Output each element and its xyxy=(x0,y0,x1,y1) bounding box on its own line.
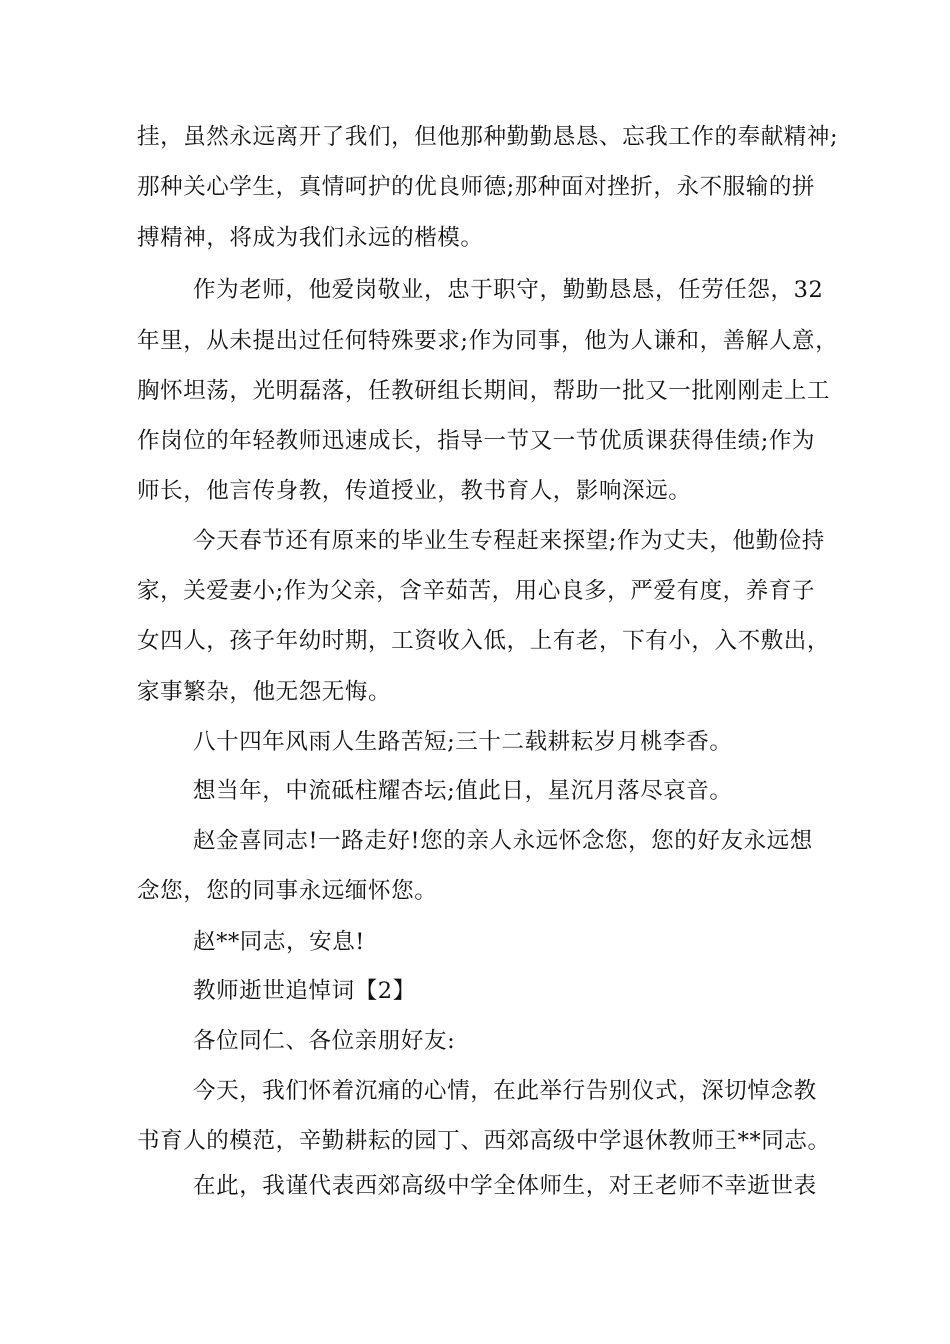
text-line: 八十四年风雨人生路苦短;三十二载耕耘岁月桃李香。 xyxy=(193,729,733,755)
text-line: 家，关爱妻小;作为父亲，含辛茹苦，用心良多，严爱有度，养育子 xyxy=(137,578,816,604)
text-line: 作为老师，他爱岗敬业，忠于职守，勤勤恳恳，任劳任怨，32 xyxy=(193,277,824,303)
text-line: 搏精神，将成为我们永远的楷模。 xyxy=(137,225,484,251)
text-line: 书育人的模范，辛勤耕耘的园丁、西郊高级中学退休教师王**同志。 xyxy=(137,1128,831,1154)
text-line: 今天，我们怀着沉痛的心情，在此举行告别仪式，深切悼念教 xyxy=(193,1078,817,1104)
salutation: 各位同仁、各位亲朋好友: xyxy=(193,1028,456,1054)
text-line: 胸怀坦荡，光明磊落，任教研组长期间，帮助一批又一批刚刚走上工 xyxy=(137,378,831,404)
text-line: 想当年，中流砥柱耀杏坛;值此日，星沉月落尽哀音。 xyxy=(193,778,733,804)
text-line: 赵金喜同志!一路走好!您的亲人永远怀念您，您的好友永远想 xyxy=(193,828,813,854)
text-line: 那种关心学生，真情呵护的优良师德;那种面对挫折，永不服输的拼 xyxy=(137,174,816,200)
text-line: 挂，虽然永远离开了我们，但他那种勤勤恳恳、忘我工作的奉献精神; xyxy=(137,124,839,150)
section-heading: 教师逝世追悼词【2】 xyxy=(193,978,416,1004)
text-line: 师长，他言传身教，传道授业，教书育人，影响深远。 xyxy=(137,478,692,504)
text-line: 念您，您的同事永远缅怀您。 xyxy=(137,878,438,904)
text-line: 赵**同志，安息! xyxy=(193,929,365,955)
text-line: 年里，从未提出过任何特殊要求;作为同事，他为人谦和，善解人意， xyxy=(137,328,839,354)
text-line: 作岗位的年轻教师迅速成长，指导一节又一节优质课获得佳绩;作为 xyxy=(137,428,816,454)
text-line: 女四人，孩子年幼时期，工资收入低，上有老，下有小，入不敷出， xyxy=(137,628,831,654)
text-line: 今天春节还有原来的毕业生专程赶来探望;作为丈夫，他勤俭持 xyxy=(193,528,825,554)
text-line: 家事繁杂，他无怨无悔。 xyxy=(137,679,392,705)
text-line: 在此，我谨代表西郊高级中学全体师生，对王老师不幸逝世表 xyxy=(193,1173,817,1199)
